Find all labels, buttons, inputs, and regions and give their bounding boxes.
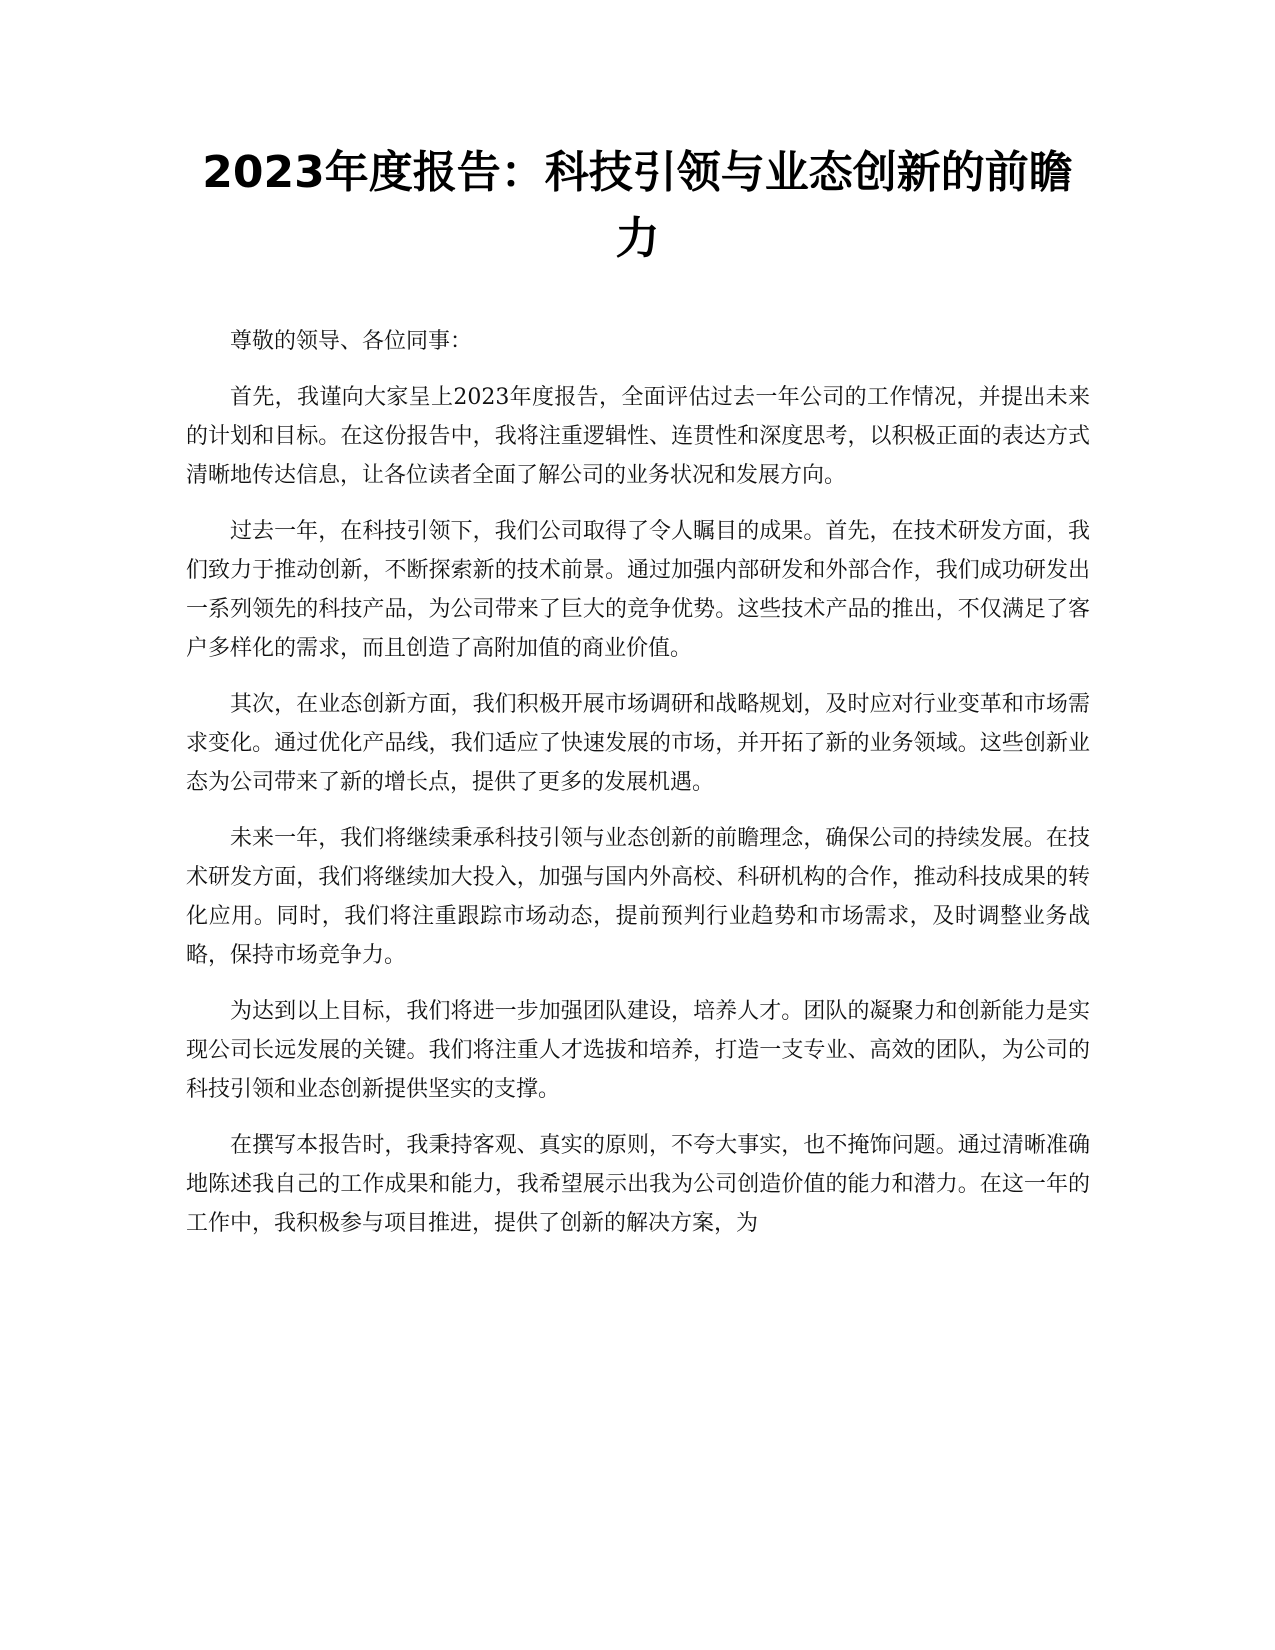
- salutation-paragraph: 尊敬的领导、各位同事：: [230, 329, 473, 354]
- body-paragraph: 为达到以上目标，我们将进一步加强团队建设，培养人才。团队的凝聚力和创新能力是实现公司长远发展的关键。我们将注重人才选拔和培养，打造一支专业、高效的团队，为公司的科技引领和业态创新提供坚实的支撑。: [186, 999, 1090, 1102]
- body-paragraph: 过去一年，在科技引领下，我们公司取得了令人瞩目的成果。首先，在技术研发方面，我们致力于推动创新，不断探索新的技术前景。通过加强内部研发和外部合作，我们成功研发出一系列领先的科技产品，为公司带来了巨大的竞争优势。这些技术产品的推出，不仅满足了客户多样化的需求，而且创造了高附加值的商业价值。: [186, 519, 1090, 661]
- body-paragraph: 未来一年，我们将继续秉承科技引领与业态创新的前瞻理念，确保公司的持续发展。在技术研发方面，我们将继续加大投入，加强与国内外高校、科研机构的合作，推动科技成果的转化应用。同时，我们将注重跟踪市场动态，提前预判行业趋势和市场需求，及时调整业务战略，保持市场竞争力。: [186, 826, 1090, 968]
- body-paragraph: 首先，我谨向大家呈上2023年度报告，全面评估过去一年公司的工作情况，并提出未来的计划和目标。在这份报告中，我将注重逻辑性、连贯性和深度思考，以积极正面的表达方式清晰地传达信息，让各位读者全面了解公司的业务状况和发展方向。: [186, 385, 1090, 488]
- body-paragraph: 在撰写本报告时，我秉持客观、真实的原则，不夸大事实，也不掩饰问题。通过清晰准确地陈述我自己的工作成果和能力，我希望展示出我为公司创造价值的能力和潜力。在这一年的工作中，我积极参与项目推进，提供了创新的解决方案，为: [186, 1133, 1090, 1236]
- body-paragraph: 其次，在业态创新方面，我们积极开展市场调研和战略规划，及时应对行业变革和市场需求变化。通过优化产品线，我们适应了快速发展的市场，并开拓了新的业务领域。这些创新业态为公司带来了新的增长点，提供了更多的发展机遇。: [186, 692, 1090, 795]
- document-body: [186, 322, 1090, 1260]
- document-title: 2023年度报告：科技引领与业态创新的前瞻力: [202, 147, 1073, 264]
